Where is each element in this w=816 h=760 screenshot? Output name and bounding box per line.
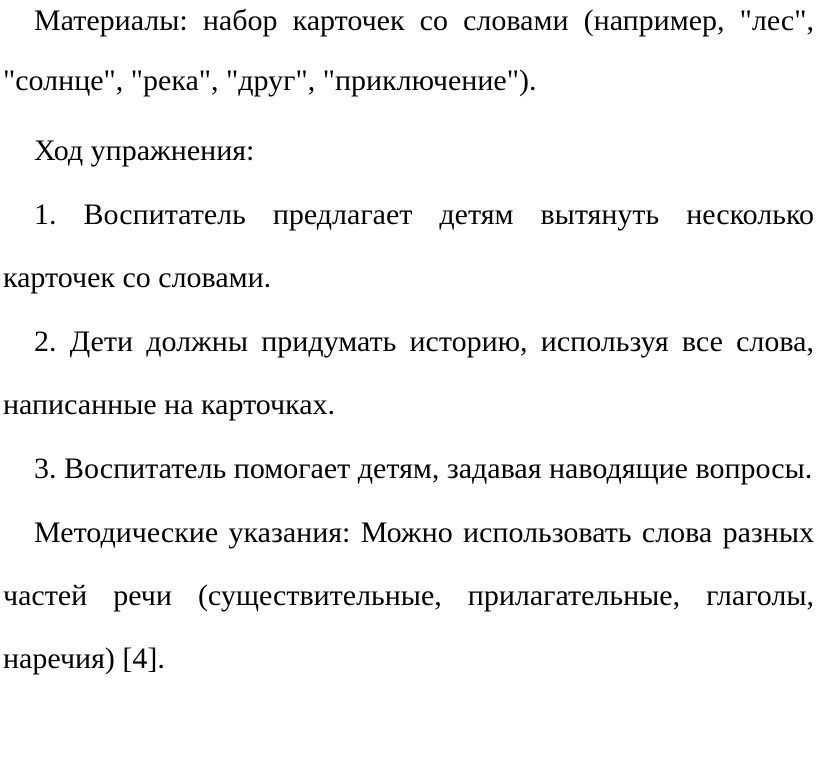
step-3-paragraph: 3. Воспитатель помогает детям, задавая наводящие вопросы. — [34, 452, 813, 485]
step-1-paragraph: 1. Воспитатель предлагает детям вытянуть несколько карточек со словами. — [3, 198, 814, 294]
guidelines-paragraph — [3, 501, 814, 690]
step-2-paragraph: 2. Дети должны придумать историю, используя все слова, написанные на карточках. — [3, 325, 814, 421]
citation-reference: [4]. — [114, 642, 165, 675]
exercise-heading: Ход упражнения: — [34, 134, 255, 167]
guidelines-text: Методические указания: Можно использовать слова разных частей речи (существительные, прилагательные, глаголы, наречия) — [3, 516, 814, 675]
materials-paragraph: Материалы: набор карточек со словами (например, "лес", "солнце", "река", "друг", "приключение"). — [3, 4, 814, 97]
